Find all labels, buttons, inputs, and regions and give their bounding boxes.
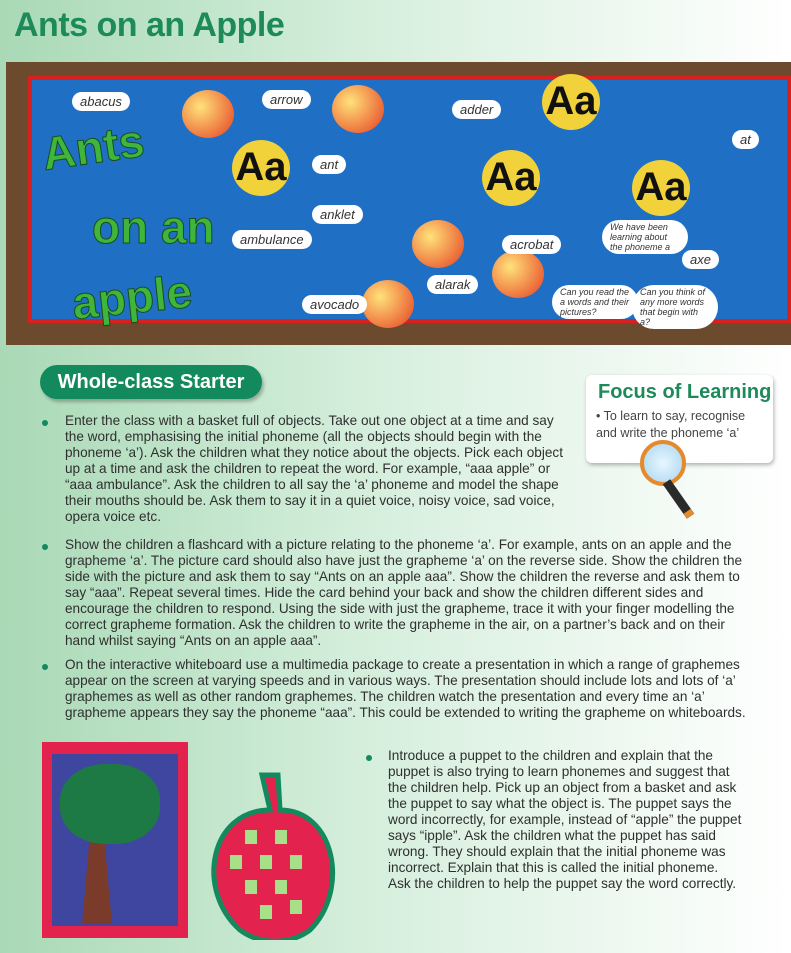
word-card: ambulance	[232, 230, 312, 249]
question-card: Can you read the a words and their pictures?	[552, 285, 638, 319]
word-card: alarak	[427, 275, 478, 294]
word-card: axe	[682, 250, 719, 269]
banner-letters: Aa	[482, 150, 540, 206]
banner-letters: Aa	[632, 160, 690, 216]
bullet-icon	[42, 420, 48, 426]
word-card: abacus	[72, 92, 130, 111]
word-card: at	[732, 130, 759, 149]
word-card: adder	[452, 100, 501, 119]
banner-letters: Aa	[232, 140, 290, 196]
apple-cutout	[412, 220, 464, 268]
apple-weaving-image	[200, 770, 340, 940]
apple-cutout	[492, 250, 544, 298]
question-card: We have been learning about the phoneme a	[602, 220, 688, 254]
focus-heading: Focus of Learning	[598, 381, 772, 403]
banner-heading-word: on an	[92, 201, 215, 253]
apple-cutout	[182, 90, 234, 138]
bullet-icon	[42, 544, 48, 550]
banner-heading-word: apple	[69, 264, 195, 330]
magnifying-glass-icon	[640, 440, 686, 486]
paragraph	[65, 413, 570, 525]
question-card: Can you think of any more words that begin with a?	[632, 285, 718, 329]
focus-item: • To learn to say, recognise and write the phoneme ‘a’	[596, 409, 746, 440]
bullet-icon	[42, 664, 48, 670]
classroom-display-photo	[6, 62, 791, 345]
paragraph: Introduce a puppet to the children and explain that the puppet is also trying to learn phonemes and suggest that the children help. Pick up an object from a basket and ask the puppet to say what the object is. The puppet says the word incorrectly, for example, instead of “apple” the puppet says “ipple”. Ask the children what the puppet has said wrong. They should explain that the initial phoneme was incorrect. Explain that this is called the initial phoneme. Ask the children to help the puppet say the word correctly.	[388, 748, 742, 891]
apple-cutout	[362, 280, 414, 328]
paragraph-text: Enter the class with a basket full of objects. Take out one object at a time and say the word, emphasising the initial phoneme (all the objects should begin with the phoneme ‘a’). Ask the children what they notice about the objects. Pick each object up at a time and ask the children to repeat the word. For example, “aaa apple” or “aaa ambulance”. Ask the children to all say the ‘a’ phoneme and model the shape their mouths should be. Ask them to say it in a quiet voice, noisy voice, sad voice, opera voice etc.	[65, 413, 563, 524]
paragraph: On the interactive whiteboard use a multimedia package to create a presentation in which a range of graphemes appear on the screen at varying speeds and in various ways. The presentation should include lots and lots of ‘a’ graphemes as well as other random graphemes. The children watch the presentation and every time an ‘a’ grapheme appears they say the phoneme “aaa”. This could be extended to writing the grapheme on whiteboards.	[65, 657, 746, 720]
word-card: avocado	[302, 295, 367, 314]
apple-cutout	[332, 85, 384, 133]
word-card: anklet	[312, 205, 363, 224]
section-label: Whole-class Starter	[40, 365, 262, 399]
word-card: acrobat	[502, 235, 561, 254]
page-title: Ants on an Apple	[14, 6, 285, 44]
bullet-icon	[366, 755, 372, 761]
paragraph: Show the children a flashcard with a picture relating to the phoneme ‘a’. For example, ants on an apple and the grapheme ‘a’. The picture card should also have just the grapheme ‘a’ on the reverse side. Show the children the side with the picture and ask them to say “Ants on an apple aaa”. Show the children the reverse and ask them to say “aaa”. Repeat several times. Hide the card behind your back and show the children different sides and encourage the children to respond. Using the side with just the grapheme, trace it with your finger modelling the correct grapheme formation. Ask the children to write the grapheme in the air, on a partner’s back and on their hand whilst saying “Ants on an apple aaa”.	[65, 537, 743, 648]
word-card: ant	[312, 155, 346, 174]
banner-letters: Aa	[542, 74, 600, 130]
magnifying-glass-handle	[663, 479, 694, 519]
banner-heading-word: Ants	[38, 114, 148, 180]
focus-item-text: To learn to say, recognise and write the phoneme ‘a’	[596, 409, 746, 440]
tree-collage-image	[42, 742, 188, 938]
word-card: arrow	[262, 90, 311, 109]
